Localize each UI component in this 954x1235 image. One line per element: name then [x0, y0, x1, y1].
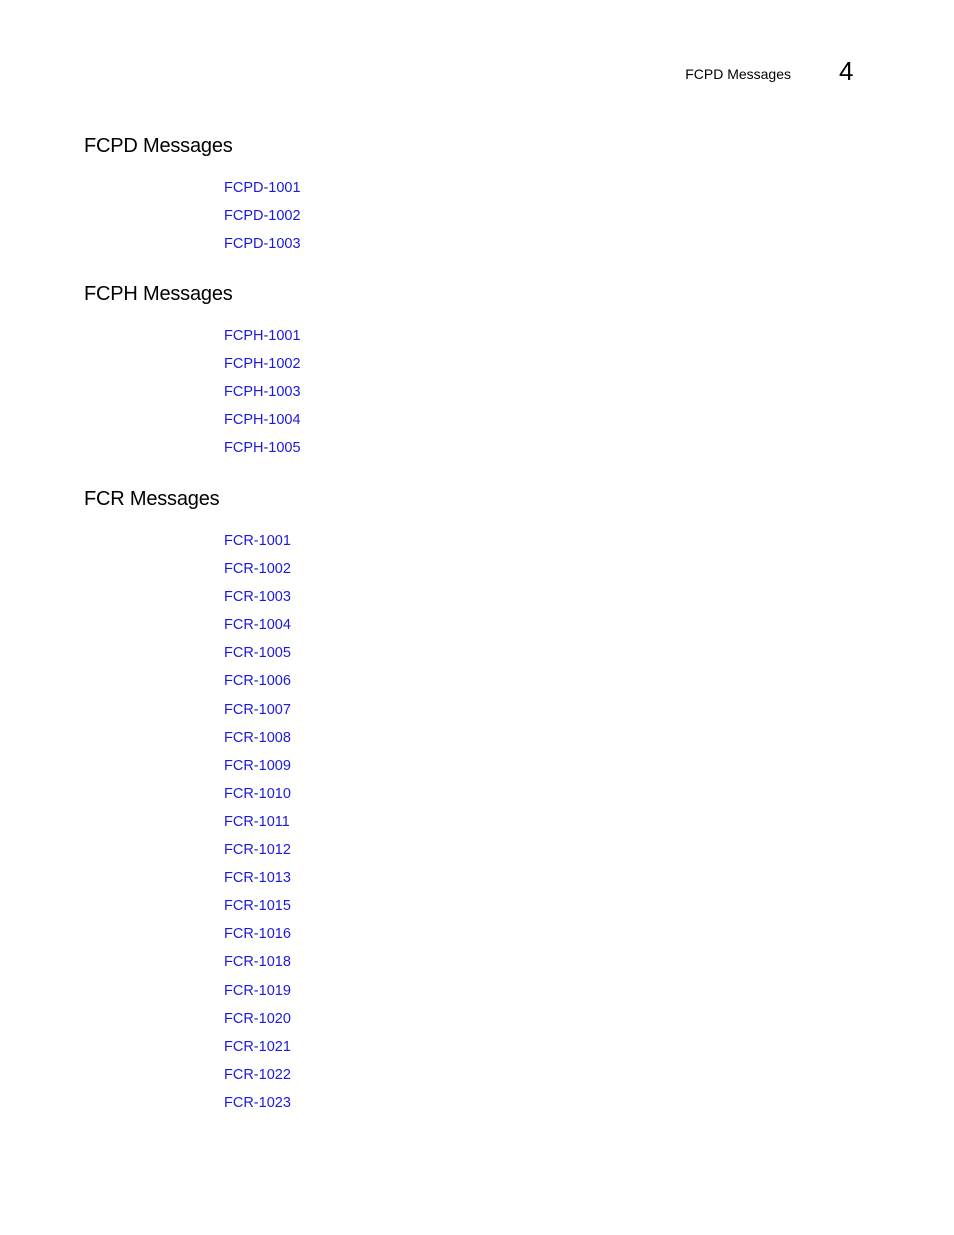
list-item	[224, 701, 291, 729]
message-link-fcr-1012[interactable]: FCR-1012	[224, 842, 291, 859]
list-item	[224, 813, 291, 841]
message-link-fcr-1008[interactable]: FCR-1008	[224, 729, 291, 746]
section-heading-fcr: FCR Messages	[84, 488, 220, 510]
list-item	[224, 897, 291, 925]
message-link-fcpd-1003[interactable]: FCPD-1003	[224, 236, 301, 253]
section-heading-fcph: FCPH Messages	[84, 283, 233, 305]
section-fcr-messages	[84, 487, 784, 1111]
list-item	[224, 757, 291, 785]
list-item	[224, 925, 291, 953]
list-item	[224, 327, 301, 355]
list-item	[224, 1010, 291, 1038]
section-fcph-messages	[84, 282, 784, 457]
list-item	[224, 953, 291, 981]
message-link-fcr-1018[interactable]: FCR-1018	[224, 954, 291, 971]
message-link-fcr-1022[interactable]: FCR-1022	[224, 1066, 291, 1083]
list-item	[224, 439, 301, 467]
message-link-fcr-1010[interactable]: FCR-1010	[224, 785, 291, 802]
fcpd-link-list	[224, 179, 301, 263]
fcph-link-list	[224, 327, 301, 467]
message-link-fcr-1013[interactable]: FCR-1013	[224, 870, 291, 887]
list-item	[224, 207, 301, 235]
list-item	[224, 869, 291, 897]
list-item	[224, 1094, 291, 1122]
list-item	[224, 355, 301, 383]
message-link-fcr-1009[interactable]: FCR-1009	[224, 757, 291, 774]
message-link-fcpd-1002[interactable]: FCPD-1002	[224, 208, 301, 225]
message-link-fcr-1001[interactable]: FCR-1001	[224, 533, 291, 549]
list-item	[224, 982, 291, 1010]
list-item	[224, 588, 291, 616]
list-item	[224, 672, 291, 700]
message-link-fcr-1006[interactable]: FCR-1006	[224, 673, 291, 690]
message-link-fcr-1023[interactable]: FCR-1023	[224, 1094, 291, 1111]
list-item	[224, 383, 301, 411]
message-link-fcr-1004[interactable]: FCR-1004	[224, 617, 291, 634]
message-link-fcr-1016[interactable]: FCR-1016	[224, 926, 291, 943]
list-item	[224, 785, 291, 813]
message-link-fcr-1020[interactable]: FCR-1020	[224, 1010, 291, 1027]
list-item	[224, 729, 291, 757]
section-heading-fcpd: FCPD Messages	[84, 135, 233, 157]
message-link-fcr-1019[interactable]: FCR-1019	[224, 982, 291, 999]
message-link-fcr-1015[interactable]: FCR-1015	[224, 898, 291, 915]
list-item	[224, 616, 291, 644]
message-link-fcph-1004[interactable]: FCPH-1004	[224, 412, 301, 429]
message-link-fcr-1002[interactable]: FCR-1002	[224, 561, 291, 578]
list-item	[224, 235, 301, 263]
fcr-link-list	[224, 532, 291, 1122]
message-link-fcph-1005[interactable]: FCPH-1005	[224, 440, 301, 457]
list-item	[224, 841, 291, 869]
list-item	[224, 532, 291, 560]
message-link-fcph-1001[interactable]: FCPH-1001	[224, 328, 301, 344]
running-header	[0, 57, 954, 87]
list-item	[224, 644, 291, 672]
message-link-fcph-1003[interactable]: FCPH-1003	[224, 384, 301, 401]
list-item	[224, 1038, 291, 1066]
chapter-number: 4	[839, 56, 854, 86]
message-link-fcph-1002[interactable]: FCPH-1002	[224, 356, 301, 373]
section-fcpd-messages	[84, 134, 784, 253]
message-link-fcr-1021[interactable]: FCR-1021	[224, 1038, 291, 1055]
message-link-fcr-1005[interactable]: FCR-1005	[224, 645, 291, 662]
message-link-fcr-1003[interactable]: FCR-1003	[224, 589, 291, 606]
list-item	[224, 411, 301, 439]
message-link-fcr-1007[interactable]: FCR-1007	[224, 701, 291, 718]
list-item	[224, 1066, 291, 1094]
list-item	[224, 179, 301, 207]
running-header-title: FCPD Messages	[685, 66, 791, 82]
message-link-fcpd-1001[interactable]: FCPD-1001	[224, 180, 301, 196]
message-link-fcr-1011[interactable]: FCR-1011	[224, 813, 290, 830]
list-item	[224, 560, 291, 588]
